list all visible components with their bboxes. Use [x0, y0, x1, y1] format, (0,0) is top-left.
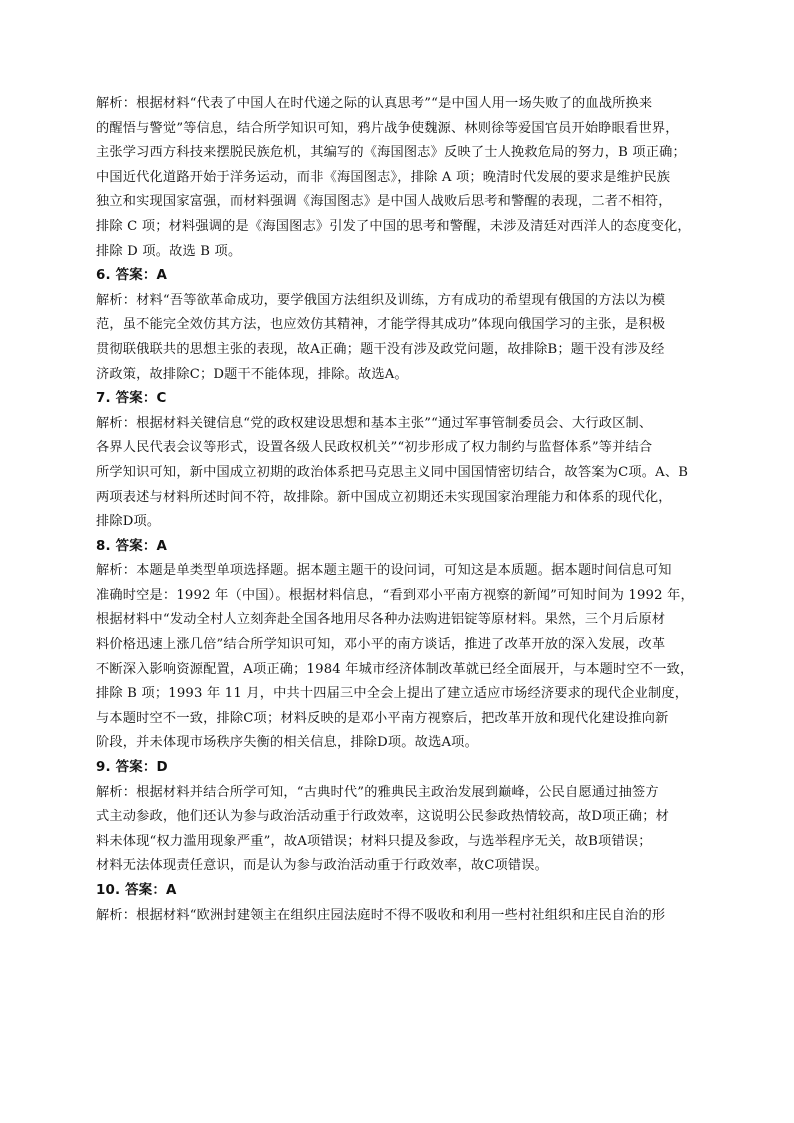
explanation-line: 排除D项。: [96, 514, 161, 530]
explanation-line: 主张学习西方科技来摆脱民族危机，其编写的《海国图志》反映了士人挽救危局的努力，B 项正确；: [96, 145, 686, 161]
explanation-line: 独立和实现国家富强，而材料强调《海国图志》是中国人战败后思考和警醒的表现，二者不相符，: [96, 194, 672, 210]
answer-heading: 6. 答案：A: [96, 268, 168, 284]
explanation-line: 料未体现“权力滥用现象严重”，故A项错误；材料只提及参政，与选举程序无关，故B项错误；: [96, 833, 652, 849]
explanation-line: 的醒悟与警觉”等信息，结合所学知识可知，鸦片战争使魏源、林则徐等爱国官员开始睁眼看世界，: [96, 120, 679, 136]
answer-heading: 9. 答案：D: [96, 760, 168, 776]
explanation-line: 各界人民代表会议等形式，设置各级人民政权机关”“初步形成了权力制约与监督体系”等并结合: [96, 440, 653, 456]
explanation-line: 范，虽不能完全效仿其方法，也应效仿其精神，才能学得其成功”体现向俄国学习的主张，是积极: [96, 317, 666, 333]
explanation-line: 解析：根据材料关键信息“党的政权建设思想和基本主张”“通过军事管制委员会、大行政区制、: [96, 415, 653, 431]
explanation-line: 贯彻联俄联共的思想主张的表现，故A正确；题干没有涉及政党问题，故排除B；题干没有涉及经: [96, 341, 665, 357]
explanation-line: 解析：材料“吾等欲革命成功，要学俄国方法组织及训练，方有成功的希望现有俄国的方法以为模: [96, 292, 666, 308]
explanation-line: 解析：根据材料“代表了中国人在时代递之际的认真思考”“是中国人用一场失败了的血战所换来: [96, 96, 653, 111]
explanation-line: 济政策，故排除C；D题干不能体现，排除。故选A。: [96, 366, 408, 382]
explanation-line: 材料无法体现责任意识，而是认为参与政治活动重于行政效率，故C项错误。: [96, 858, 549, 874]
answer-heading: 10. 答案：A: [96, 883, 177, 898]
explanation-line: 解析：本题是单类型单项选择题。据本题主题干的设问词，可知这是本质题。据本题时间信息可知: [96, 563, 672, 579]
explanation-line: 排除 B 项；1993 年 11 月，中共十四届三中全会上提出了建立适应市场经济要求的现代企业制度，: [96, 686, 689, 702]
explanation-line: 与本题时空不一致，排除C项；材料反映的是邓小平南方视察后，把改革开放和现代化建设推向新: [96, 710, 669, 726]
explanation-line: 所学知识可知，新中国成立初期的政治体系把马克思主义同中国国情密切结合，故答案为C项。A、B: [96, 464, 689, 480]
explanation-line: 两项表述与材料所述时间不符，故排除。新中国成立初期还未实现国家治理能力和体系的现代化，: [96, 489, 672, 505]
explanation-line: 排除 D 项。故选 B 项。: [96, 243, 242, 259]
document-page: [96, 92, 706, 928]
answer-heading: 7. 答案：C: [96, 391, 167, 407]
explanation-line: 式主动参政，他们还认为参与政治活动重于行政效率，这说明公民参政热情较高，故D项正确；材: [96, 809, 670, 825]
explanation-line: 中国近代化道路开始于洋务运动，而非《海国图志》，排除 A 项；晚清时代发展的要求是维护民族: [96, 169, 671, 185]
explanation-line: 解析：根据材料并结合所学可知，“古典时代”的雅典民主政治发展到巅峰，公民自愿通过抽签方: [96, 784, 659, 800]
explanation-line: 料价格迅速上涨几倍”结合所学知识可知，邓小平的南方谈话，推进了改革开放的深入发展，改革: [96, 637, 666, 653]
explanation-line: 阶段，并未体现市场秩序失衡的相关信息，排除D项。故选A项。: [96, 735, 478, 751]
explanation-line: 根据材料中“发动全村人立刻奔赴全国各地用尽各种办法购进铝锭等原材料。果然，三个月后原材: [96, 612, 666, 628]
explanation-line: 排除 C 项；材料强调的是《海国图志》引发了中国的思考和警醒，未涉及清廷对西洋人的态度变化，: [96, 218, 691, 234]
answer-heading: 8. 答案：A: [96, 538, 168, 554]
explanation-line: 解析：根据材料“欧洲封建领主在组织庄园法庭时不得不吸收和利用一些村社组织和庄民自治的形: [96, 907, 666, 923]
explanation-line: 准确时空是：1992 年（中国）。根据材料信息，“看到邓小平南方视察的新闻”可知时间为 1992 年，: [96, 587, 694, 603]
explanation-line: 不断深入影响资源配置，A项正确；1984 年城市经济体制改革就已经全面展开，与本题时空不一致，: [96, 661, 694, 677]
